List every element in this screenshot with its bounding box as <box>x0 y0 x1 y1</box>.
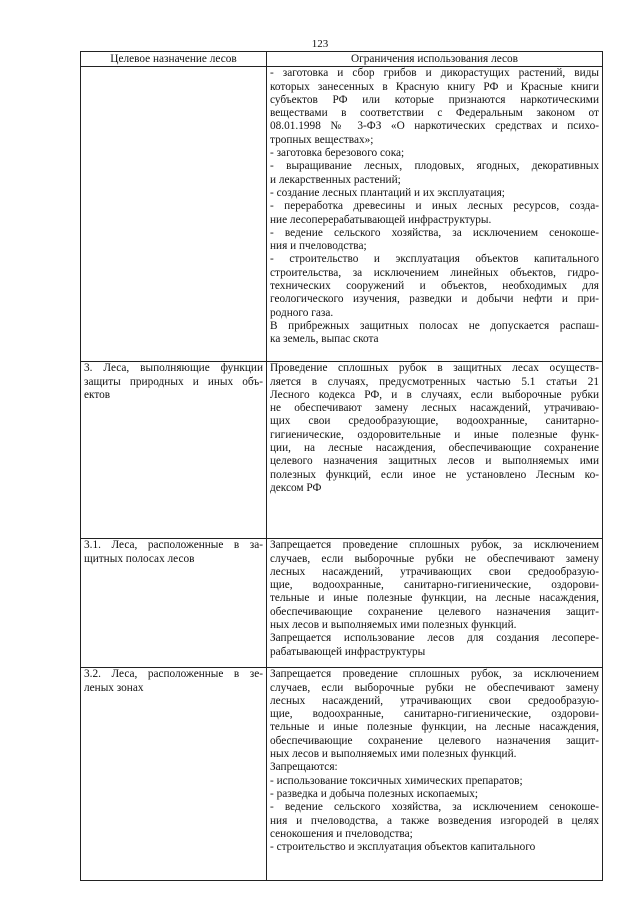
restriction-line: тельные и иные полезные функции, на лесные насаждения, <box>270 592 599 605</box>
restriction-line: родного газа. <box>270 306 334 319</box>
header-restrictions: Ограничения использования лесов <box>267 52 603 67</box>
restriction-line: - ведение сельского хозяйства, за исключением сенокоше- <box>270 226 599 239</box>
restrictions-cell <box>267 668 603 881</box>
restriction-line: ных лесов и выполняемых ими полезных функций. <box>270 619 517 632</box>
restriction-line: - разведка и добыча полезных ископаемых; <box>270 787 478 800</box>
restriction-line: - создание лесных плантаций и их эксплуатация; <box>270 186 505 199</box>
header-purpose: Целевое назначение лесов <box>81 52 267 67</box>
restriction-line: - строительство и эксплуатация объектов капитального <box>270 841 536 854</box>
purpose-line: щитных полосах лесов <box>84 552 195 565</box>
table-row <box>81 67 603 362</box>
restriction-line: ляется в случаях, предусмотренных частью 5.1 статьи 21 <box>270 375 599 388</box>
purpose-cell <box>81 539 267 668</box>
restriction-line: полезных функций, если иное не установлено Лесным ко- <box>270 468 599 481</box>
restriction-line: веществами в соответствии с Федеральным законом от <box>270 107 599 120</box>
purpose-line: 3. Леса, выполняющие функции <box>84 362 263 375</box>
restriction-line: лесных насаждений, утрачивающих свои средообразую- <box>270 565 599 578</box>
restriction-line: - выращивание лесных, плодовых, ягодных, декоративных <box>270 160 599 173</box>
restriction-line: которых занесенных в Красную книгу РФ и Красные книги <box>270 80 599 93</box>
purpose-cell <box>81 362 267 539</box>
restriction-line: - заготовка березового сока; <box>270 147 405 160</box>
table-row <box>81 668 603 881</box>
restriction-line: ние лесоперерабатывающей инфраструктуры. <box>270 213 492 226</box>
restriction-line: - ведение сельского хозяйства, за исключением сенокоше- <box>270 801 599 814</box>
restriction-line: сенокошения и пчеловодства; <box>270 827 413 840</box>
restriction-line: - использование токсичных химических препаратов; <box>270 774 523 787</box>
purpose-line: ектов <box>84 388 111 401</box>
purpose-line: 3.2. Леса, расположенные в зе- <box>84 668 263 681</box>
restriction-line: Запрещается проведение сплошных рубок, за исключением <box>270 668 599 681</box>
table-header-row <box>81 52 603 67</box>
restriction-line: щих свои средообразующие, водоохранные, санитарно- <box>270 415 599 428</box>
purpose-cell <box>81 668 267 881</box>
restriction-line: субъектов РФ или которые признаются наркотическими <box>270 93 599 106</box>
restrictions-cell <box>267 539 603 668</box>
purpose-line: 3.1. Леса, расположенные в за- <box>84 539 263 552</box>
restriction-line: гигиенические, оздоровительные и иные полезные функ- <box>270 428 599 441</box>
restriction-line: тельные и иные полезные функции, на лесные насаждения, <box>270 721 599 734</box>
restriction-line: - переработка древесины и иных лесных ресурсов, созда- <box>270 200 599 213</box>
restriction-line: не обеспечивают замену лесных насаждений, утрачиваю- <box>270 402 599 415</box>
restriction-line: рабатывающей инфраструктуры <box>270 645 426 658</box>
restriction-line: щие, водоохранные, санитарно-гигиенические, оздорови- <box>270 579 599 592</box>
purpose-line: защиты природных и иных объ- <box>84 375 263 388</box>
restriction-line: обеспечивающие сохранение целевого назначения защит- <box>270 605 599 618</box>
restriction-line: технических сооружений и объектов, необходимых для <box>270 280 599 293</box>
page-number: 123 <box>311 38 329 50</box>
restriction-line: щие, водоохранные, санитарно-гигиенические, оздорови- <box>270 708 599 721</box>
restriction-line: строительства, за исключением линейных объектов, гидро- <box>270 266 599 279</box>
restriction-line: случаев, если выборочные рубки не обеспечивают замену <box>270 552 599 565</box>
restriction-line: Проведение сплошных рубок в защитных лесах осуществ- <box>270 362 599 375</box>
restriction-line: - заготовка и сбор грибов и дикорастущих растений, виды <box>270 67 599 80</box>
restriction-line: Запрещаются: <box>270 761 338 774</box>
restrictions-cell <box>267 362 603 539</box>
restriction-line: ния и пчеловодства; <box>270 240 367 253</box>
restriction-line: ка земель, выпас скота <box>270 333 379 346</box>
restriction-line: геологического изучения, разведки и добычи нефти и при- <box>270 293 599 306</box>
restriction-line: дексом РФ <box>270 481 322 494</box>
restriction-line: В прибрежных защитных полосах не допускается распаш- <box>270 319 599 332</box>
table-row <box>81 539 603 668</box>
restriction-line: и лекарственных растений; <box>270 173 401 186</box>
restriction-line: Лесного кодекса РФ, и в случаях, если выборочные рубки <box>270 388 599 401</box>
restriction-line: случаев, если выборочные рубки не обеспечивают замену <box>270 681 599 694</box>
restriction-line: тропных веществах»; <box>270 133 374 146</box>
restriction-line: обеспечивающие сохранение целевого назначения защит- <box>270 734 599 747</box>
restriction-line: ных лесов и выполняемых ими полезных функций. <box>270 748 517 761</box>
purpose-cell <box>81 67 267 362</box>
restriction-line: Запрещается проведение сплошных рубок, за исключением <box>270 539 599 552</box>
restriction-line: Запрещается использование лесов для создания лесопере- <box>270 632 599 645</box>
restriction-line: ния и пчеловодства, а также возведения изгородей в целях <box>270 814 599 827</box>
purpose-line: леных зонах <box>84 681 144 694</box>
restriction-line: лесных насаждений, утрачивающих свои средообразую- <box>270 694 599 707</box>
forest-restrictions-table <box>80 51 603 881</box>
restriction-line: ции, на лесные насаждения, обеспечивающие сохранение <box>270 442 599 455</box>
table-row <box>81 362 603 539</box>
restriction-line: 08.01.1998 № 3-ФЗ «О наркотических средствах и психо- <box>270 120 599 133</box>
restrictions-cell <box>267 67 603 362</box>
restriction-line: - строительство и эксплуатация объектов капитального <box>270 253 599 266</box>
restriction-line: целевого назначения защитных лесов и выполняемых ими <box>270 455 599 468</box>
